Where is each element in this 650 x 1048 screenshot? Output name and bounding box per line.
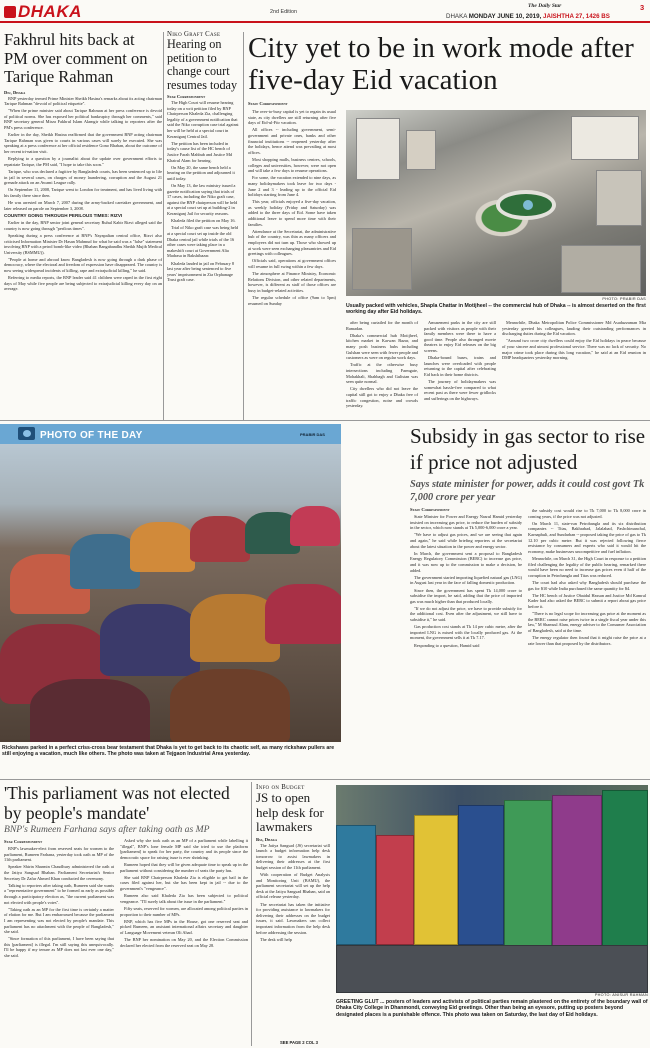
paragraph: Replying to a question by a journalist about the update over government efforts to repatriate Tarique, the PM said, "I hope to take this soon." [4,156,162,167]
building [561,245,641,293]
paragraph: Gas production cost stands at Tk 14 per cubic metre, after the imported LNG is mixed with the locally produced gas. At the moment, the government sells it at Tk 7.17. [410,624,522,641]
paragraph: Responding to a question, Hamid said [414,642,480,648]
paragraph: The BNP her nomination on May 20, and the Election Commission declared her elected from the reserved seat on May 28. [120,937,248,948]
header-rule [0,21,650,23]
niko-body [167,100,239,283]
paragraph: after being curtailed for the month of Ramadan. [346,320,418,331]
fakhrul-article [4,31,162,294]
paragraph: Officials said, operations at government offices will resume in full swing within a few days. [248,258,336,269]
paragraph: The regular schedule of office (9am to 5pm) resumed on Sunday [248,295,336,306]
paragraph: the subsidy cost would rise to Tk 7,000 to Tk 8,000 crore in coming years, if the price was not adjusted. [528,508,646,519]
eid-photo-caption: Usually packed with vehicles, Shapla Chattar in Motijheel -- the commercial hub of Dhaka -- is almost deserted on the first working day after Eid holidays. [346,303,646,316]
dateline-bangla: JAISHTHA 27, 1426 BS [543,13,610,20]
pavement [336,945,648,993]
paragraph: The petition has been included in today's cause list of the HC bench of Justice Farah Mahbub and Justice Md Khairul Alam for hearing. [167,140,233,163]
paragraph: In March, the government sent a proposal to Bangladesh Energy Regulatory Commission (BERC) to increase gas price, and it was now up to the commission to make a decision, he added. [410,550,522,573]
paragraph: Talking to reporters after taking oath, Rumeen said she wants a "representative government" to be formed as early as possible through a participatory election as, "the current parliament was not elected with people's votes". [4,882,114,905]
paragraph: Most shopping malls, business centres, schools, colleges and universities, however, were not open and will take a few days to resume operations. [248,156,336,174]
niko-headline: Hearing on petition to change court resumes today [167,37,238,92]
paragraph: Tarique, who was declared a fugitive by Bangladesh courts, has been sentenced up to life in jail in several cases, on charges of money laundering, corruption and the August 21 grenade attack on an Awami League rally. [4,169,162,186]
eid-col-3 [424,320,496,403]
js-desk-headline: JS to open help desk for lawmakers [256,790,324,834]
paragraph: The government started importing liquefied natural gas (LNG) in August last year in the face of falling domestic production. [410,574,522,586]
js-desk-continued[interactable]: SEE PAGE 2 COL 3 [280,1040,319,1045]
masthead-text: DHAKA [18,2,82,21]
glut-photo-credit: PHOTO: ANISUR RAHMAN [594,993,648,997]
paragraph: With cooperation of Budget Analysis and Monitoring Unit (BAMU), the parliament secretariat will set up the help desk at the Jatiya Sangsad Bhaban, said an official release yesterday. [256,872,330,900]
paragraph: The energy regulator then found that it might raise the price at a rate lower than that proposed by the distributors. [528,635,646,646]
rickshaw [170,669,290,742]
paragraph: The over-to-busy capital is yet to regain its usual state, as city dwellers are still returning after five days of Eid-ul-Fitr vacation. [248,109,336,126]
paragraph: This year, officials enjoyed a five-day vacation, as weekly holiday (Friday and Saturday) was added to the three days of Eid. Some have taken additional leave to spend more time with their families. [248,199,336,227]
eid-col-2 [346,320,418,410]
paragraph: "When the prime minister said about Tarique Rahman at her press conference is devoid of political norms. She has exposed her political bankruptcy through her comments," said BNP secretary general Mirza Fakhrul Islam Alamgir while talking to reporters after the PM's press conference. [4,108,162,131]
eid-col-1 [248,109,336,308]
rickshaw-photo [0,444,341,742]
poster [552,795,602,955]
paragraph: "People at home and abroad know Bangladesh is now going through a dark phase of democracy, where the electoral and freedom of expression have disappeared. The country is now seeing widespread incidents of killing, rape and extrajudicial killing," he said. [4,256,162,274]
paragraph: Asked why she took oath as an MP of a parliament while labelling it "illegal", BNP's lone female MP said she tried to use the platform [parliament] to speak for her party, the country and its people since the democratic space for raising issue is ever shrinking. [120,838,248,860]
paragraph: Traffic at the otherwise busy intersections including Farmgate, Mohakhali, Shahbagh and Gulistan was seen quite normal. [346,362,418,385]
fakhrul-body [4,96,162,293]
paragraph: Trial of Niko graft case was being held at a special court set up inside the old Dhaka central jail while trials of the 16 other cases were taking place in a makeshift court at Government Alia Madrasa in Bakshibazar. [167,225,239,259]
poster [376,835,414,945]
poster [458,805,504,945]
gas-col-2 [528,508,646,648]
paragraph: BNP yesterday termed Prime Minister Sheikh Hasina's remarks about its acting chairman Tarique Rahman "devoid of political etiquette". [4,95,162,107]
paragraph: The court had also asked why Bangladesh should purchase the gas for $10 while India purchased the same quantity for $4. [528,579,646,591]
fakhrul-subhead: COUNTRY GOING THROUGH PERILOUS TIMES: RIZVI [4,212,123,218]
paragraph: Meanwhile, Dhaka Metropolitan Police Commissioner Md Asaduzzaman Mia yesterday greeted his colleagues, lauding their outstanding performances in discharging duties during the Eid vacation. [502,320,646,337]
paragraph: Since then, the government has spent Tk 14,000 crore to subsidise the import, he said, adding that the price of imported gas was much higher than that produced locally. [410,587,522,604]
building [596,170,642,226]
fakhrul-byline: Diu, Dhaka [4,89,26,95]
paragraph: Fifty seats, reserved for women, are allocated among political parties in proportion to their number of MPs. [120,905,248,917]
dateline [446,13,610,20]
parliament-col-1 [4,846,114,960]
paragraph: The secretariat has taken the initiative for providing assistance to lawmakers for delivering their addresses on the budget issues, it said. Lawmakers can collect important information from the help desk before addressing the session. [256,901,330,935]
column-rule [251,782,252,1046]
paragraph: Speaker Shirin Sharmin Chaudhury administered the oath at the Jatiya Sangsad Bhaban. Parliament Secretariat's Senior Secretary Dr Zafar Ahmed Khan conducted the ceremony. [4,864,114,881]
paragraph: Rumeen hoped that they will be given adequate time to speak up in the parliament without considering the number of seats the party has. [120,861,248,873]
js-desk-article [256,784,330,944]
paragraph: The High Court will resume hearing today on a writ petition filed by BNP Chairperson Khaleda Zia, challenging legality of a government notification that said the Niko corruption case trial against her will be held at a special court in Keraniganj Central Jail. [167,100,239,139]
paragraph: Dhaka-bound buses, trains and launches were overloaded with people returning to the capital after celebrating Eid back in their home districts. [424,355,496,377]
rickshaw [265,584,341,644]
paragraph: He was arrested on March 7, 2007 during the army-backed caretaker government, and later released on parole on September 3, 2008. [4,200,162,211]
paragraph: On May 13, the law ministry issued a gazette notification saying that trials of 17 cases, including the Niko graft case, against the BNP chairperson will be held at a special court set up at building-2 in Keraniganj Jail for security reasons. [167,183,238,217]
js-desk-body [256,843,330,943]
paragraph: "Taking oath as an MP for the first time is certainly a matter of elation for me. But I am embarrassed because the parliament I am representing was not elected by people's mandate. This parliament has no attachment with the people of Bangladesh," she said. [4,906,114,935]
poster [414,815,458,945]
gas-col-1 [410,514,522,650]
fakhrul-headline: Fakhrul hits back at PM over comment on Tarique Rahman [4,30,148,86]
parliament-headline: 'This parliament was not elected by people's mandate' [4,783,230,823]
niko-article [167,31,239,285]
eid-headline: City yet to be in work mode after five-day Eid vacation [248,32,634,96]
flag-icon [4,6,16,18]
building [406,130,436,170]
potd-caption: Rickshaws parked in a perfect criss-cross bear testament that Dhaka is yet to get back to its chaotic self, as many rickshaw pullers are still enjoying a vacation, much like others. The photo was taken at Tejgaon Industrial Area yesterday. [2,745,335,758]
rickshaw [190,516,250,562]
niko-byline: Star Correspondent [167,94,206,99]
gas-byline: Staff Correspondent [410,507,450,512]
glut-photo-caption: GREETING GLUT ... posters of leaders and activists of political parties remain plastered on the entirety of the boundary wall of Dhaka City College in Dhanmondi, conveying Eid greetings. Other than being an eyesore, putting up posters beyond designated places is a punishable offence. This photo was taken on Saturday, the last day of Eid holidays. [336,999,648,1018]
shapla-chattar-photo [346,110,646,296]
building [571,116,639,160]
niko-kicker: Niko Graft Case [167,31,221,38]
paragraph: She said BNP Chairperson Khaleda Zia is eligible to get bail in the cases filed against her, but she has been kept in jail -- due to the government's "vengeance". [120,874,248,891]
poster [602,790,648,960]
paragraph: Rumeen also said Khaleda Zia has been subjected to political vengeance. "I'll surely talk about the issue in the parliament." [120,893,248,904]
rickshaw [100,604,200,676]
parliament-byline: Star Correspondent [4,839,43,844]
paragraph: Earlier in the day, Sheikh Hasina reaffirmed that the government BNP acting chairman Tarique Rahman was given to courts in various cases will surely be executed. She was speaking at a press conference at her official residence Gono Bhaban, about the outcome of her recent tri-nation visit. [4,132,162,155]
rickshaw [290,506,340,546]
paragraph: "We have to adjust gas prices, and we are seeing that again and again," he said while briefing reporters at the secretariat about the latest situation in the power and energy sector. [410,532,522,549]
building [356,118,400,180]
gas-deck: Says state minister for power, adds it could cost govt Tk 7,000 crore per year [410,479,645,503]
section-rule [0,779,650,780]
greeting-glut-photo [336,785,648,993]
column-rule [243,32,244,420]
paragraph: "Around two crore city dwellers could enjoy the Eid holidays in peace because of your sincere and utmost professional service. There was no lack of security. No major crime took place during this long vacation," he said at an Eid reunion in DMP headquarters yesterday morning. [502,338,646,361]
paragraph: The atmosphere at Finance Ministry, Economic Relations Division, and other related departments, however, is different as staff of those offices are busy in budget-related activities. [248,271,336,293]
paragraph: Amusement parks in the city are still packed with visitors as people with their family members were there to have a good time. People also thronged movie theatres to enjoy Eid releases on the big screens. [424,320,496,353]
paragraph: Khaleda landed in jail on February 8 last year after being sentenced to five years' imprisonment in Zia Orphanage Trust graft case. [167,260,235,283]
parliament-col-2 [120,838,248,950]
dateline-city: DHAKA [446,13,467,20]
paragraph: The journey of holidaymakers was somewhat hassle-free compared to what recent past as there were fewer gridlocks and sufferings on the highways. [424,379,496,401]
building [352,228,412,290]
paragraph: "There is no legal scope for increasing gas price at the moment as the BERC cannot raise prices twice in a single fiscal year under this law," M Shamsul Alam, energy adviser to the Consumer Association of Bangladesh, said at the time. [528,611,646,633]
rickshaw [130,522,195,572]
paragraph: All offices -- including government, semi-government and private ones, banks and other financial institutions -- reopened yesterday after the holidays, hence attend was prevailing at most offices. [248,127,336,155]
js-desk-kicker: Info on Budget [256,784,305,791]
paragraph: The HC bench of Justice Obaidul Hassan and Justice Md Kamrul Kader had also asked the BERC to submit a report about gas price before it. [528,592,646,609]
masthead [4,2,82,22]
eid-col-4 [502,320,646,362]
paragraph: "If we do not adjust the price, we have to provide subsidy for the additional cost. Even after the adjustment, we still have to subsidise it," he said. [410,605,522,623]
paragraph: For some, the vacation extended to nine days, as many holidaymakers took leave for two days - June 2 and 3 - leading up to the official Eid holidays starting from June 4. [248,175,336,198]
paragraph: Dhaka's commercial hub Motijheel, kitchen market in Karwan Bazar, and many posh business hubs including Gulshan were seen with fewer people and customers as were on regular work days. [346,332,418,361]
eid-photo-credit: PHOTO: PRABIR DAS [602,297,646,301]
paragraph: On March 11, state-run Petrobangla and its six distribution companies -- Titas, Bakhrabad, Jalalabad, Pashchimanchal, Karnaphuli, and Sundarban -- proposed taking the price of gas to Tk 12.10 per cubic metre. But it was rejected following fierce resistance by consumers and experts who said it would hit the economy, make businesses uncompetitive and fuel inflation. [528,520,646,554]
paragraph: On September 11, 2008, Tarique went to London for treatment, and has lived living with his family there since then. [4,187,162,198]
eid-byline: Staff Correspondent [248,101,288,106]
parliament-deck: BNP's Rumeen Farhana says after taking oath as MP [4,824,210,835]
paragraph: "Since formation of this parliament, I have been saying that this [parliament] is illegal. I'm still saying this unequivocally. I'll be happy if my tenure as MP does not last ever one day," she said. [4,936,114,959]
page-number: 3 [640,3,645,12]
paragraph: Speaking during a press conference at BNP's Nayapaltan central office, Rizvi also criticised Information Minister Dr Hasan Mahmud for what he said was a "false" statement involving BNP with a petrol bomb-like video (Bhaban Bangabandhu Sheikh Mujib Medical University (BSMMU)). [4,232,162,255]
paragraph: Referring to media reports, the BNP leader said 41 children were raped in the first eight days of May while five people are being subjected to extrajudicial killing every day on an average. [4,275,162,292]
poster [504,800,552,950]
edition-label: 2nd Edition [270,9,297,15]
potd-credit: PRABIR DAS [300,432,325,437]
column-rule [163,32,164,420]
section-rule [0,420,650,421]
rickshaw [30,679,150,742]
camera-icon [18,427,35,440]
paragraph: BNP, which has five MPs in the House, got one reserved seat and picked Rumeen, an assistant international affairs secretary and daughter of Language Movement veteran Oli Ahad. [120,918,248,935]
paragraph: Attendance at the Secretariat, the administrative hub of the country, was thin as many officers and employees did not turn up. Those who showed up at work were seen exchanging pleasantries and Eid greetings with colleagues. [248,228,336,257]
paragraph: State Minister for Power and Energy Nasrul Hamid yesterday insisted on increasing gas price, to reduce the burden of subsidy in the sector, which now stands at Tk 5,000-6,000 crore a year. [410,514,522,531]
photo-of-the-day-title: PHOTO OF THE DAY [40,430,143,441]
paragraph: The Jatiya Sangsad (JS) secretariat will launch a budget information help desk tomorrow to assist lawmakers in delivering their addresses at the first budget session of the 11th parliament. [256,842,330,870]
gas-headline: Subsidy in gas sector to rise if price not adjusted [410,424,646,474]
paragraph: Khaleda filed the petition on May 16. [171,218,236,224]
shapla-fountain [496,190,556,220]
paragraph: On May 20, the same bench held a hearing on the petition and adjourned it until today. [167,164,235,181]
dateline-date: MONDAY JUNE 10, 2019, [468,13,542,20]
paragraph: The desk will help [260,936,292,942]
paragraph: BNP's lawmaker-elect from reserved seats for women to the parliament, Rumeen Farhana, yesterday took oath as MP of the 11th parliament. [4,846,114,863]
poster [336,825,376,945]
paper-name: The Daily Star [528,3,562,9]
paragraph: Meanwhile, on March 31, the High Court in response to a petition filed challenging the legality of the public hearing, remarked there would have been no need to increase gas prices even if half of the corruption in Petrobangla and Titas was reduced. [528,555,646,578]
paragraph: Earlier in the day, BNP senior joint general secretary Ruhul Kabir Rizvi alleged said the country is now going through "perilous times". [4,220,162,231]
paragraph: City dwellers who did not leave the capital still got to enjoy a Dhaka free of traffic congestion, noise and crowds yesterday. [346,386,418,409]
js-desk-byline: Bss, Dhaka [256,836,278,842]
